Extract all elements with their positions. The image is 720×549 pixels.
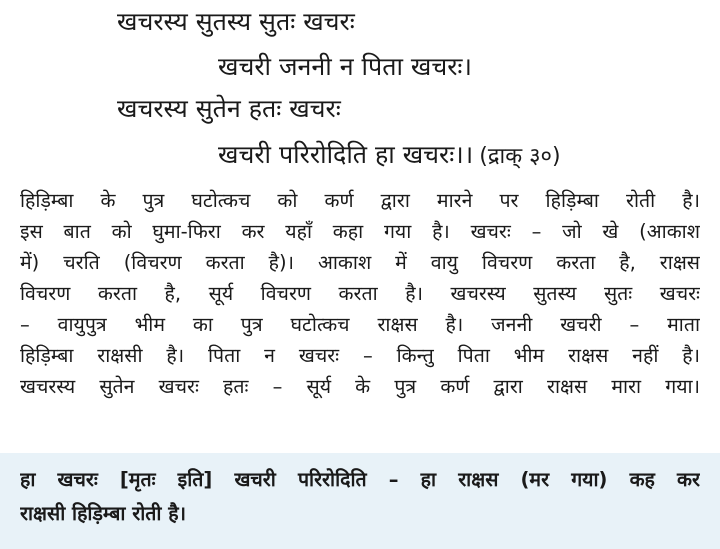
commentary-line: में) चरति (विचरण करता है)। आकाश में वायु विचरण करता है, राक्षस bbox=[20, 251, 700, 274]
commentary-paragraph bbox=[20, 185, 700, 402]
verse-line-4 bbox=[218, 138, 561, 174]
conclusion-line-1: हा खचरः [मृतः इति] खचरी परिरोदिति – हा राक्षस (मर गया) कह कर bbox=[20, 468, 700, 491]
commentary-line: – वायुपुत्र भीम का पुत्र घटोत्कच राक्षस है। जननी खचरी – माता bbox=[20, 313, 700, 336]
commentary-line: खचरस्य सुतेन खचरः हतः – सूर्य के पुत्र कर्ण द्वारा राक्षस मारा गया। bbox=[20, 375, 700, 398]
verse-line-1: खचरस्य सुतस्य सुतः खचरः bbox=[117, 7, 355, 36]
commentary-line: हिड़िम्बा राक्षसी है। पिता न खचरः – किन्तु पिता भीम राक्षस नहीं है। bbox=[20, 344, 700, 367]
conclusion-text bbox=[20, 463, 700, 531]
sanskrit-verse bbox=[0, 0, 720, 172]
commentary-line: हिड़िम्बा के पुत्र घटोत्कच को कर्ण द्वारा मारने पर हिड़िम्बा रोती है। bbox=[20, 189, 700, 212]
verse-line-4-text: खचरी परिरोदिति हा खचरः।। bbox=[218, 140, 474, 169]
conclusion-line-2: राक्षसी हिड़िम्बा रोती है। bbox=[20, 502, 186, 525]
verse-line-3: खचरस्य सुतेन हतः खचरः bbox=[117, 94, 341, 123]
highlighted-conclusion bbox=[0, 453, 720, 549]
commentary-line: इस बात को घुमा-फिरा कर यहाँ कहा गया है। खचरः – जो खे (आकाश bbox=[20, 220, 700, 243]
verse-line-2: खचरी जननी न पिता खचरः। bbox=[218, 52, 472, 81]
commentary-line: विचरण करता है, सूर्य विचरण करता है। खचरस्य सुतस्य सुतः खचरः bbox=[20, 282, 700, 305]
verse-reference: (द्राक् ३०) bbox=[479, 144, 561, 169]
